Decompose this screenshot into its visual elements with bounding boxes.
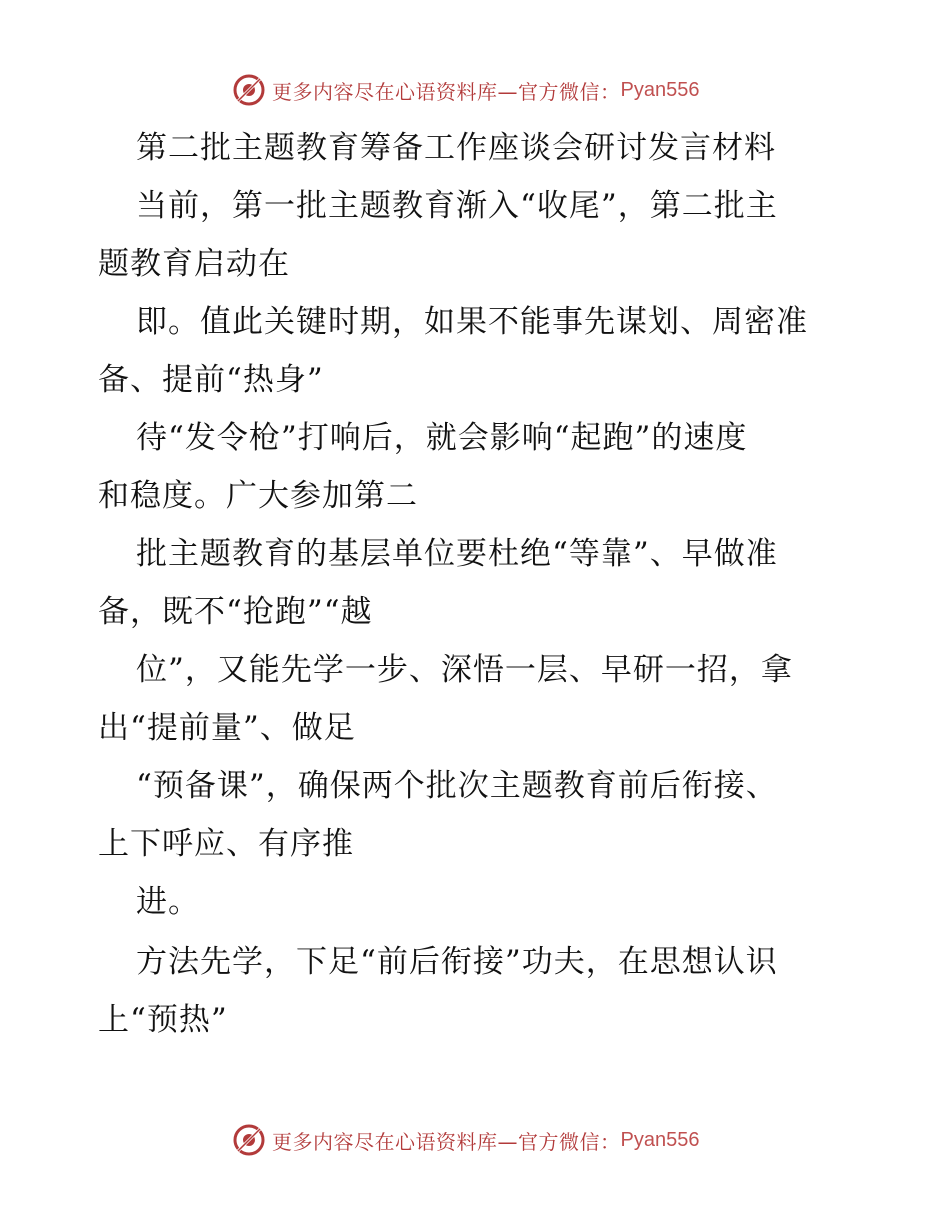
paragraph-line: 和稳度。广大参加第二 — [98, 478, 418, 514]
paragraph-line: 备，既不“抢跑”“越 — [98, 594, 373, 630]
footer-watermark — [232, 1120, 699, 1160]
paragraph-line: “预备课”，确保两个批次主题教育前后衔接、 — [136, 768, 778, 804]
footer-brand-text: 更多内容尽在心语资料库—官方微信： — [272, 1129, 621, 1154]
paragraph-line: 批主题教育的基层单位要杜绝“等靠”、早做准 — [136, 536, 778, 572]
footer-brand-id: Pyan556 — [620, 1128, 700, 1151]
paragraph-line: 上下呼应、有序推 — [98, 826, 354, 862]
paragraph-line: 待“发令枪”打响后，就会影响“起跑”的速度 — [136, 420, 748, 456]
document-title: 第二批主题教育筹备工作座谈会研讨发言材料 — [136, 130, 776, 166]
header-brand-text: 更多内容尽在心语资料库—官方微信： — [272, 79, 621, 104]
header-watermark — [232, 70, 699, 110]
brand-logo-icon — [232, 73, 266, 107]
paragraph-line: 位”，又能先学一步、深悟一层、早研一招，拿 — [136, 652, 793, 688]
paragraph-line: 进。 — [136, 884, 200, 920]
paragraph-line: 出“提前量”、做足 — [98, 710, 356, 746]
paragraph-line: 即。值此关键时期，如果不能事先谋划、周密准 — [136, 304, 808, 340]
paragraph-line: 备、提前“热身” — [98, 362, 324, 398]
brand-logo-icon — [232, 1123, 266, 1157]
paragraph-line: 上“预热” — [98, 1002, 228, 1038]
paragraph-line: 方法先学，下足“前后衔接”功夫，在思想认识 — [136, 944, 778, 980]
paragraph-line: 题教育启动在 — [98, 246, 290, 282]
header-brand-id: Pyan556 — [620, 78, 700, 101]
paragraph-line: 当前，第一批主题教育渐入“收尾”，第二批主 — [136, 188, 778, 224]
